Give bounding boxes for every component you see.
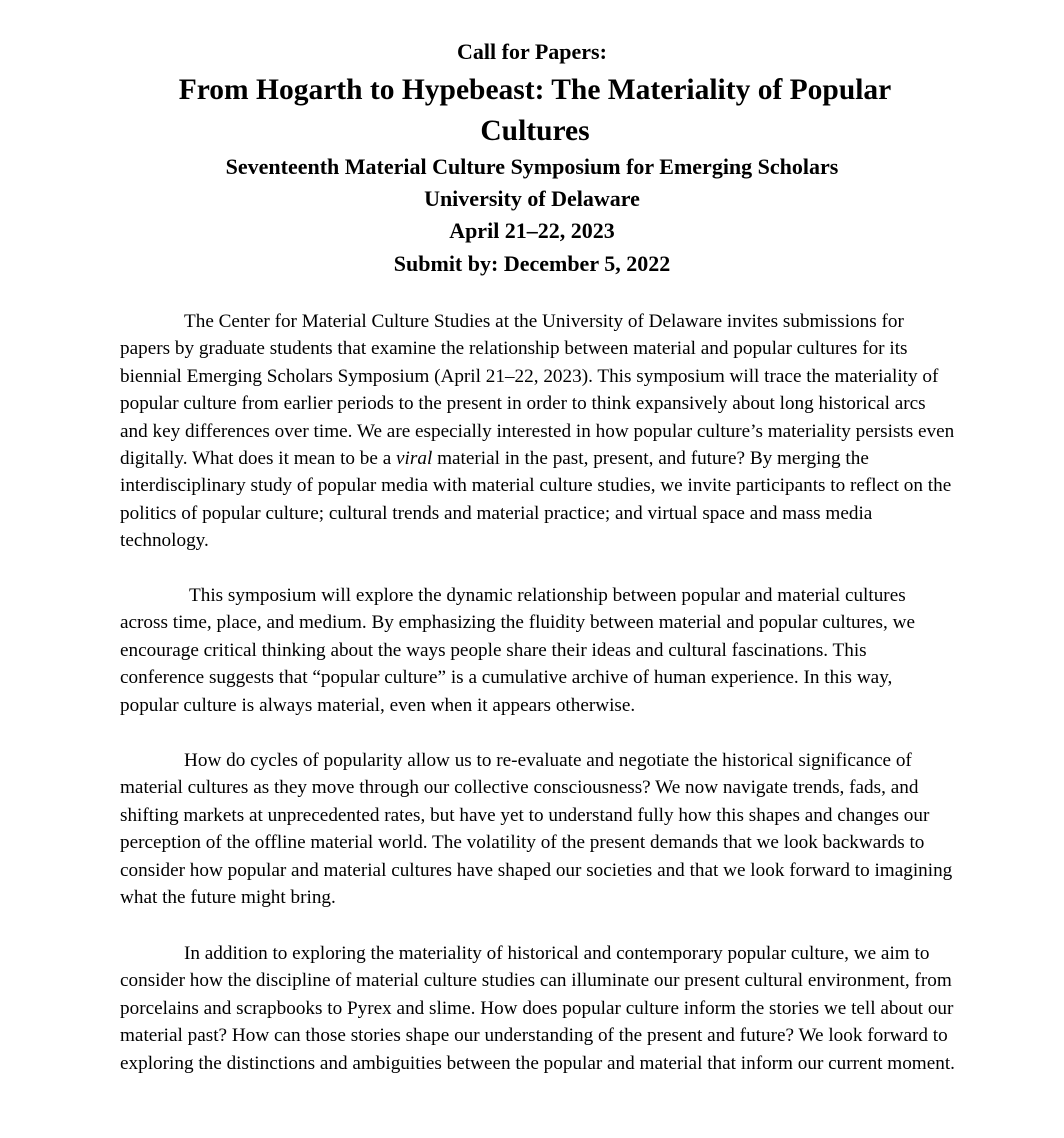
page-title: From Hogarth to Hypebeast: The Materiality of Popular Cultures <box>178 74 892 147</box>
paragraph-3-text: How do cycles of popularity allow us to re-evaluate and negotiate the historical significance of material cultures as they move through our collective consciousness? We now navigate trends, fads, and shifting markets at unprecedented rates, but have yet to understand fully how this shapes and changes our perception of the offline material world. The volatility of the present demands that we look backwards to consider how popular and material cultures have shaped our societies and that we look forward to imagining what the future might bring. <box>120 750 953 909</box>
paragraph-1-text <box>120 308 955 555</box>
paragraph-1-part-1: The Center for Material Culture Studies at the University of Delaware invites submissions for papers by graduate students that examine the relationship between material and popular cultures for its biennial Emerging Scholars Symposium (April 21–22, 2023). This symposium will trace the materiality of popular culture from earlier periods to the present in order to think expansively about long historical arcs and key differences over time. We are especially interested in how popular culture’s materiality persists even digitally. What does it mean to be a <box>120 311 955 470</box>
paragraph-1-part-2: material in the past, present, and future? By merging the interdisciplinary study of popular media with material culture studies, we invite participants to reflect on the politics of popular culture; cultural trends and material practice; and virtual space and mass media technology. <box>120 448 952 552</box>
symposium-dates: April 21–22, 2023 <box>449 218 615 243</box>
institution-name: University of Delaware <box>424 186 640 211</box>
paragraph-1 <box>120 308 955 555</box>
paragraph-4 <box>120 940 955 1077</box>
paragraph-2 <box>120 582 955 719</box>
submission-deadline: Submit by: December 5, 2022 <box>393 251 671 276</box>
paragraph-3 <box>120 747 955 911</box>
viral-emphasis: viral <box>396 448 433 470</box>
paragraph-4-text: In addition to exploring the materiality of historical and contemporary popular culture, we aim to consider how the discipline of material culture studies can illuminate our present cultural environment, from porcelains and scrapbooks to Pyrex and slime. How does popular culture inform the stories we tell about our material past? How can those stories shape our understanding of the present and future? We look forward to exploring the distinctions and ambiguities between the popular and material that inform our current moment. <box>120 943 955 1074</box>
call-for-papers-label: Call for Papers: <box>457 39 607 64</box>
paragraph-2-text: This symposium will explore the dynamic relationship between popular and material cultures across time, place, and medium. By emphasizing the fluidity between material and popular cultures, we encourage critical thinking about the ways people share their ideas and cultural fascinations. This conference suggests that “popular culture” is a cumulative archive of human experience. In this way, popular culture is always material, even when it appears otherwise. <box>120 585 915 716</box>
symposium-subtitle: Seventeenth Material Culture Symposium for Emerging Scholars <box>225 154 839 179</box>
